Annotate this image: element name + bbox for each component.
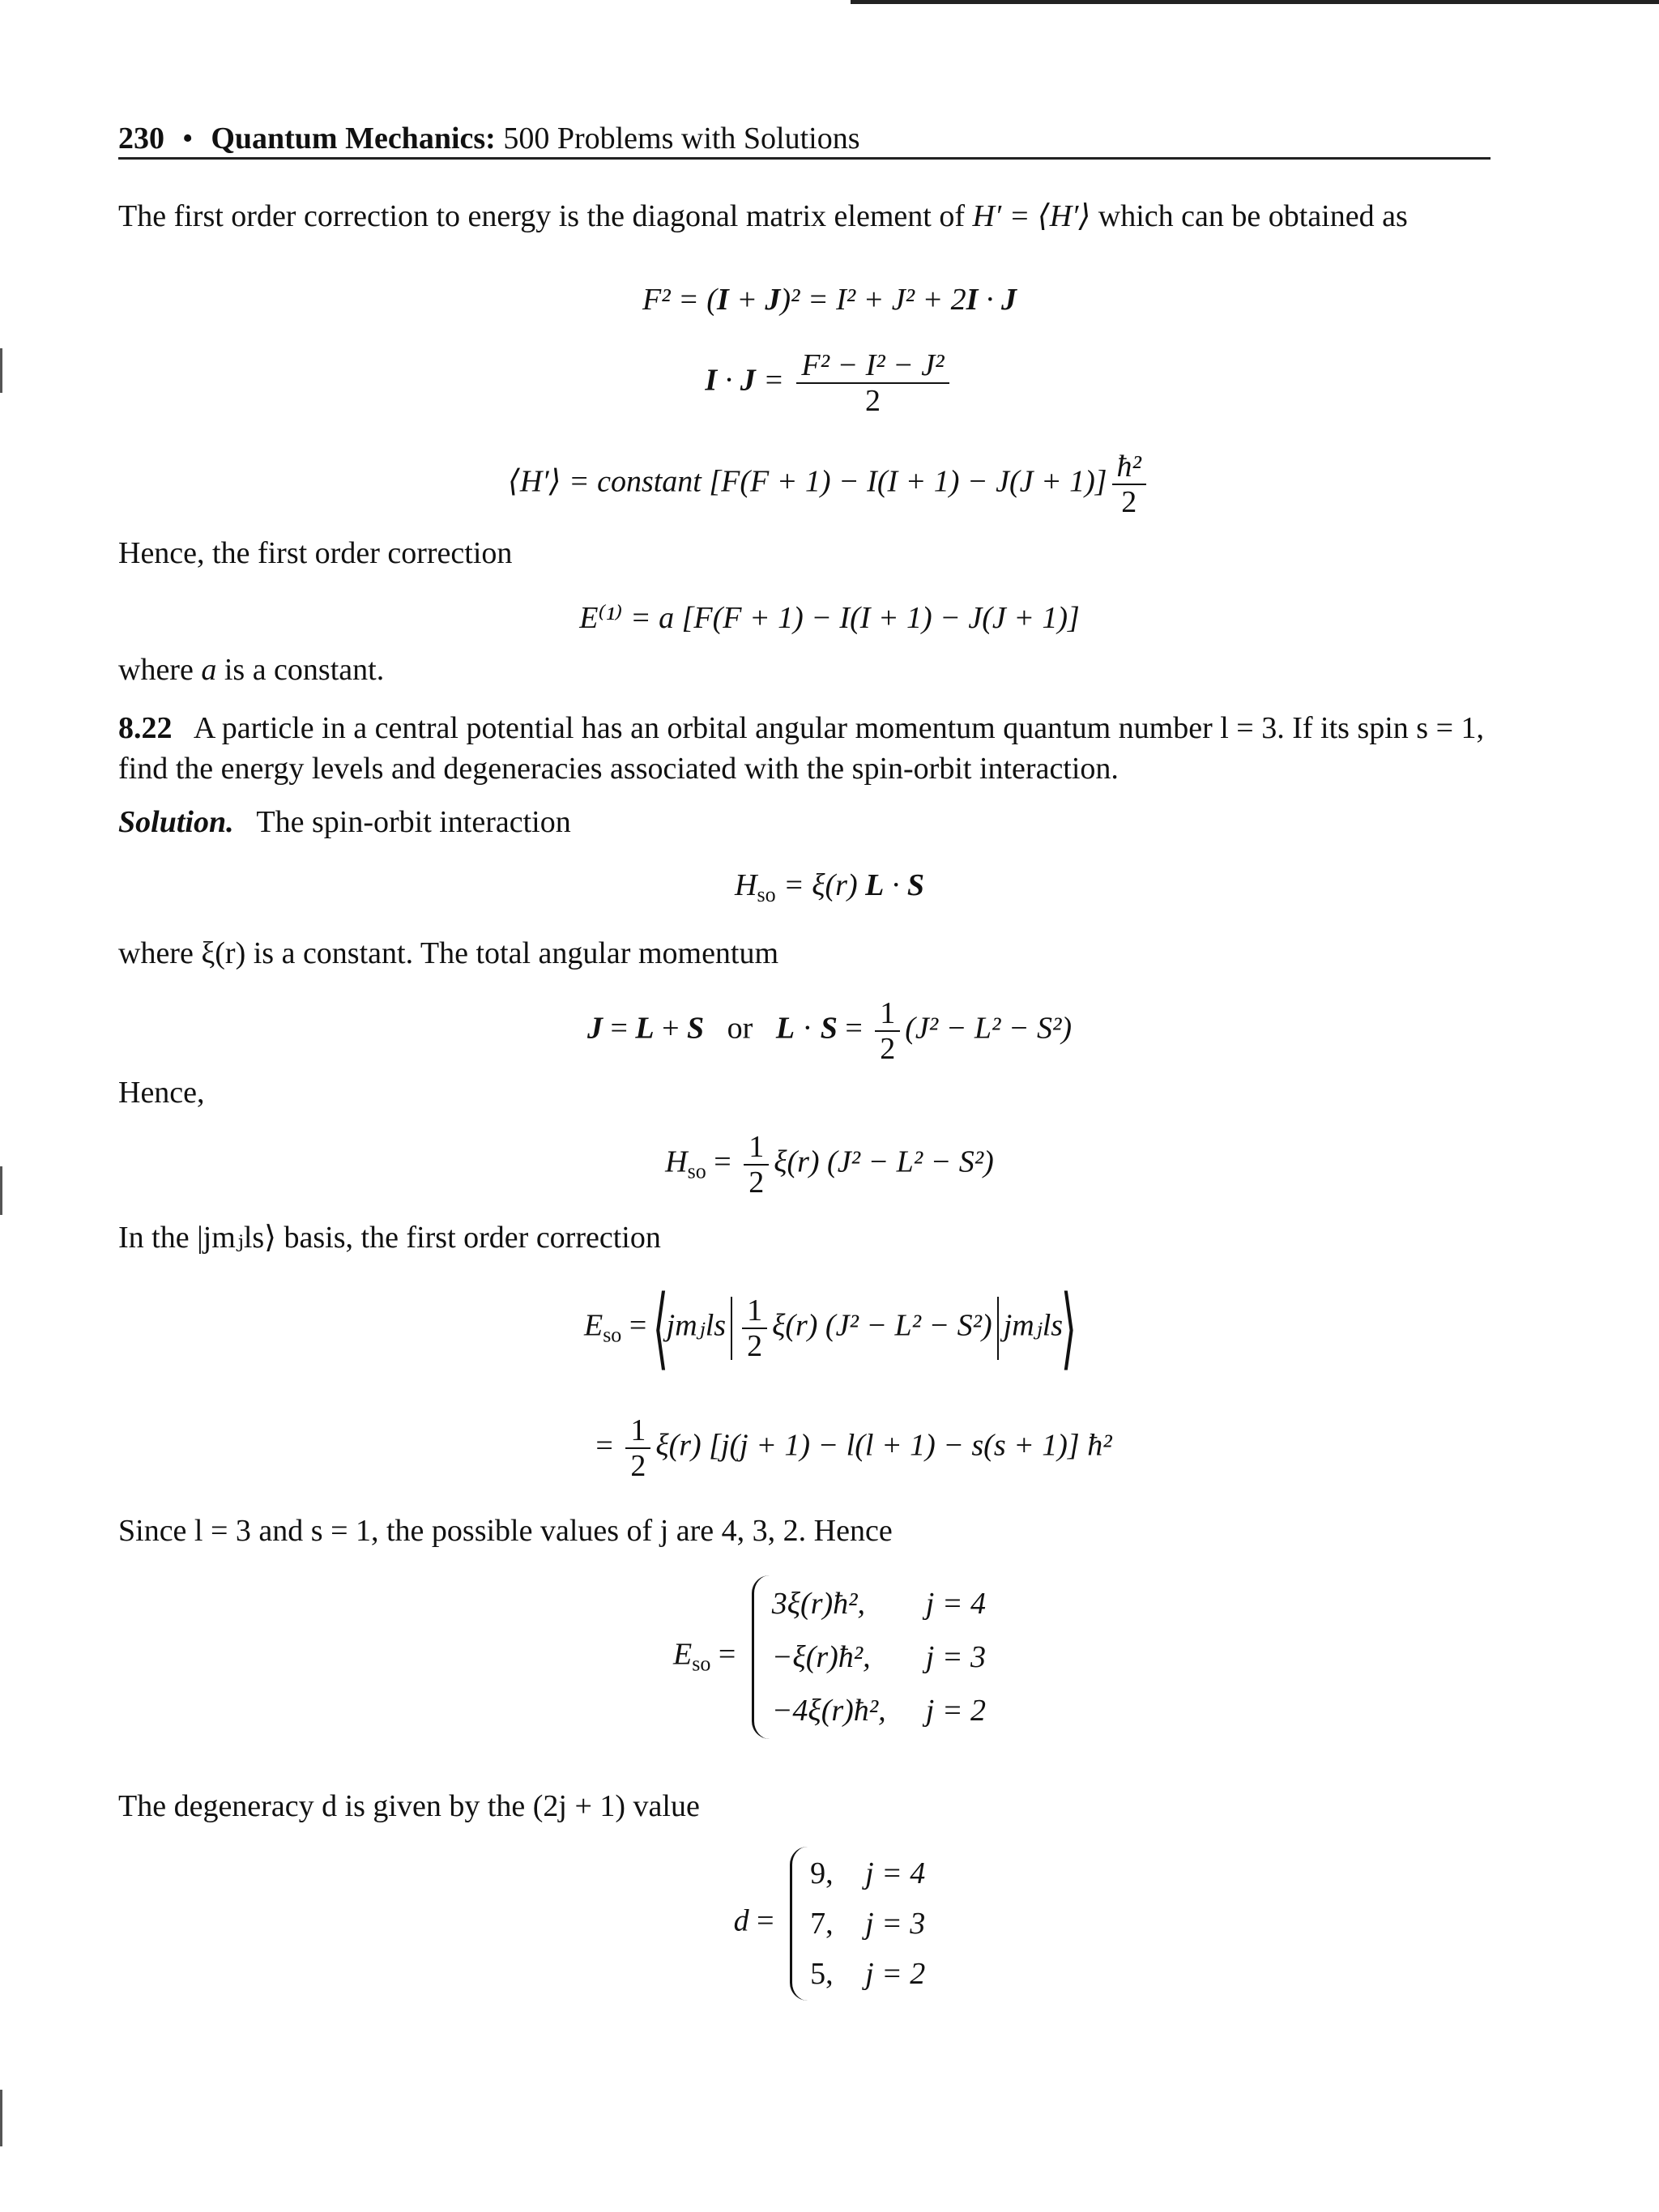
fraction: $\frac{1}{2}$: [625, 1413, 650, 1483]
equation-eso-matrix-element: $E_{so}$ = ⟨jmⱼls $\frac{1}{2}$ ξ(r) (J² − L² − S²) jmⱼls⟩: [583, 1279, 1077, 1378]
case-row: 9, j = 4: [810, 1856, 926, 1890]
problem-text: A particle in a central potential has an orbital angular momentum quantum number l = 3. If its spin s = 1, find the energy levels and degeneracies associated with the spin-orbit interaction.: [118, 711, 1485, 786]
paragraph-basis: In the |jmⱼls⟩ basis, the first order correction: [118, 1221, 661, 1255]
paragraph-degeneracy: The degeneracy d is given by the (2j + 1) value: [118, 1789, 700, 1823]
problem-8-22: [118, 708, 1495, 789]
fraction: $\frac{1}{2}$: [744, 1130, 769, 1200]
book-title: Quantum Mechanics:: [211, 121, 496, 156]
equation-f-squared: F² = (I + J)² = I² + J² + 2I · J: [642, 283, 1017, 317]
case-row: −4ξ(r)ħ², j = 2: [771, 1694, 986, 1728]
fraction: $\frac{1}{2}$: [875, 996, 900, 1066]
paragraph-xi-constant: where ξ(r) is a constant. The total angular momentum: [118, 936, 779, 970]
paragraph-hence: Hence, the first order correction: [118, 536, 513, 570]
equation-total-angular-momentum: J = L + S or L · S = $\frac{1}{2}$ (J² − L² − S²): [586, 996, 1073, 1066]
equation-hso-expanded: $H_{so}$ = $\frac{1}{2}$ ξ(r) (J² − L² − S²): [665, 1130, 994, 1200]
cases-bracket: [790, 1847, 925, 2001]
equation-i-dot-j: I · J = $\frac{\text{F² − I² − J²}}{2}$: [0, 348, 1659, 418]
running-header: [118, 120, 1491, 160]
case-row: 7, j = 3: [810, 1907, 926, 1941]
equation-first-order-energy: E⁽¹⁾ = a [F(F + 1) − I(I + 1) − J(J + 1)]: [579, 601, 1080, 635]
case-row: −ξ(r)ħ², j = 3: [771, 1640, 986, 1674]
fraction: $\frac{\text{ħ²}}{2}$: [1112, 450, 1146, 519]
equation-spin-orbit-hamiltonian: $H_{so} = \xi(r) L \cdot S$: [735, 868, 924, 906]
cases-bracket: [752, 1575, 986, 1739]
equation-eso-cases: $E_{so}$ = 3ξ(r)ħ², j = 4 −ξ(r)ħ², j = 3 −4ξ(r)ħ², j = 2: [0, 1575, 1659, 1739]
header-bullet: •: [182, 121, 194, 156]
intro-text: The first order correction to energy is the diagonal matrix element of: [118, 199, 973, 233]
paragraph-possible-j: Since l = 3 and s = 1, the possible values of j are 4, 3, 2. Hence: [118, 1514, 893, 1548]
paragraph-intro: [118, 196, 1495, 237]
scan-top-border: [851, 0, 1659, 4]
problem-number: 8.22: [118, 711, 173, 745]
paragraph-hence-2: Hence,: [118, 1076, 205, 1110]
intro-text-end: which can be obtained as: [1090, 199, 1408, 233]
case-row: 3ξ(r)ħ², j = 4: [771, 1587, 986, 1621]
equation-h-prime: ⟨H′⟩ = constant [F(F + 1) − I(I + 1) − J(J + 1)] $\frac{\text{ħ²}}{2}$: [0, 450, 1659, 519]
page-number: 230: [118, 121, 164, 156]
fraction: $\frac{1}{2}$: [742, 1294, 767, 1363]
equation-eso-evaluated: = $\frac{1}{2}$ ξ(r) [j(j + 1) − l(l + 1) − s(s + 1)] ħ²: [595, 1413, 1112, 1483]
fraction: $\frac{\text{F² − I² − J²}}{2}$: [796, 348, 949, 418]
hamiltonian-expectation: H′ = ⟨H′⟩: [972, 199, 1091, 233]
scan-margin-mark: [0, 2090, 2, 2146]
equation-degeneracy-cases: d = 9, j = 4 7, j = 3 5, j = 2: [0, 1847, 1659, 2001]
case-row: 5, j = 2: [810, 1957, 926, 1991]
solution-label: Solution.: [118, 805, 234, 839]
book-subtitle: 500 Problems with Solutions: [503, 121, 860, 156]
paragraph-constant: where a is a constant.: [118, 653, 385, 687]
solution-heading: Solution. The spin-orbit interaction: [118, 805, 571, 839]
